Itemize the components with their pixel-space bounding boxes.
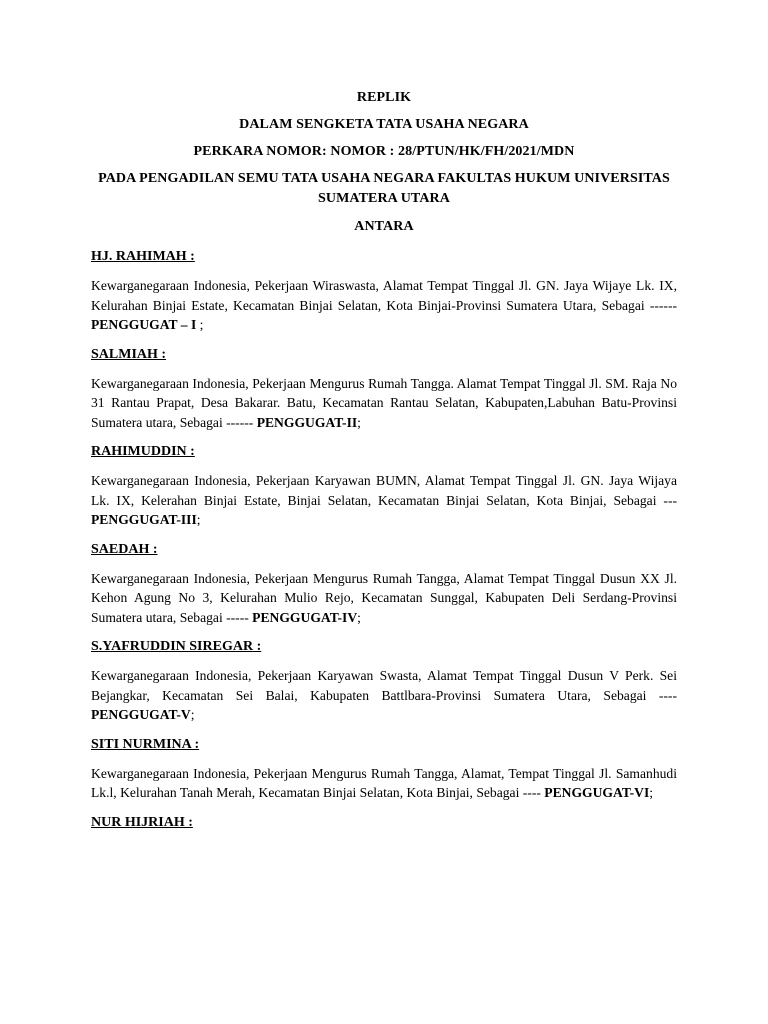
party-description xyxy=(91,276,677,335)
party-suffix: ; xyxy=(649,785,654,800)
party-suffix: ; xyxy=(196,512,201,527)
party-name xyxy=(91,345,677,365)
party-name xyxy=(91,540,677,560)
party-name xyxy=(91,442,677,462)
party-role: PENGGUGAT-V xyxy=(91,707,191,722)
party-role: PENGGUGAT-III xyxy=(91,512,197,527)
party-role: PENGGUGAT-VI xyxy=(544,785,650,800)
party-description-text: Kewarganegaraan Indonesia, Pekerjaan Mengurus Rumah Tangga, Alamat, Tempat Tinggal Jl. Samanhudi Lk.l, Kelurahan Tanah Merah, Kecamatan Binjai Selatan, Kota Binjai, Sebagai ---- xyxy=(91,765,677,800)
document-page xyxy=(91,88,677,842)
party-suffix: ; xyxy=(196,317,204,332)
document-title: REPLIK xyxy=(356,90,412,105)
party-description-text: Kewarganegaraan Indonesia, Pekerjaan Mengurus Rumah Tangga, Alamat Tempat Tinggal Dusun XX Jl. Kehon Agung No 3, Kelurahan Mulio Rejo, Kecamatan Sunggal, Kabupaten Deli Serdang-Provinsi Sumatera utara, Sebagai ----- xyxy=(91,570,677,625)
case-number: PERKARA NOMOR: NOMOR : 28/PTUN/HK/FH/2021/MDN xyxy=(193,144,575,159)
party-description xyxy=(91,569,677,628)
party-name xyxy=(91,247,677,267)
party-name-text: S.YAFRUDDIN SIREGAR : xyxy=(91,639,262,654)
party-name-text: HJ. RAHIMAH : xyxy=(91,249,195,264)
party-role: PENGGUGAT-II xyxy=(256,414,358,430)
court-name: PADA PENGADILAN SEMU TATA USAHA NEGARA FAKULTAS HUKUM UNIVERSITAS SUMATERA UTARA xyxy=(98,171,670,206)
party-suffix: ; xyxy=(190,707,195,722)
party-name-text: SAEDAH : xyxy=(91,541,158,557)
party-description-text: Kewarganegaraan Indonesia, Pekerjaan Wiraswasta, Alamat Tempat Tinggal Jl. GN. Jaya Wijaye Lk. IX, Kelurahan Binjai Estate, Kecamatan Binjai Selatan, Kota Binjai-Provinsi Sumatera Utara, Sebagai ------ xyxy=(91,278,677,313)
document-subtitle: DALAM SENGKETA TATA USAHA NEGARA xyxy=(239,117,529,132)
party-role: PENGGUGAT – I xyxy=(91,317,197,332)
between-label: ANTARA xyxy=(354,219,414,234)
party-name xyxy=(91,813,677,833)
party-name-text: RAHIMUDDIN : xyxy=(91,444,195,459)
party-name-text: SITI NURMINA : xyxy=(91,736,200,752)
party-suffix: ; xyxy=(357,414,361,430)
party-description-text: Kewarganegaraan Indonesia, Pekerjaan Karyawan Swasta, Alamat Tempat Tinggal Dusun V Perk. Sei Bejangkar, Kecamatan Sei Balai, Kabupaten Battlbara-Provinsi Sumatera Utara, Sebagai ---- xyxy=(91,668,677,703)
party-role: PENGGUGAT-IV xyxy=(252,609,358,625)
party-description-text: Kewarganegaraan Indonesia, Pekerjaan Karyawan BUMN, Alamat Tempat Tinggal Jl. GN. Jaya Wijaya Lk. IX, Kelerahan Binjai Estate, Binjai Selatan, Kecamatan Binjai Selatan, Kota Binjai, Sebagai --- xyxy=(91,473,677,508)
party-suffix: ; xyxy=(357,609,361,625)
party-name-text: SALMIAH : xyxy=(91,346,167,362)
party-name xyxy=(91,637,677,657)
party-description xyxy=(91,666,677,725)
party-name xyxy=(91,735,677,755)
party-description xyxy=(91,471,677,530)
party-name-text: NUR HIJRIAH : xyxy=(91,814,193,830)
party-description xyxy=(91,764,677,803)
party-description xyxy=(91,374,677,433)
party-description-text: Kewarganegaraan Indonesia, Pekerjaan Mengurus Rumah Tangga. Alamat Tempat Tinggal Jl. SM. Raja No 31 Rantau Prapat, Desa Bakarar. Batu, Kecamatan Rantau Selatan, Kabupaten,Labuhan Batu-Provinsi Sumatera utara, Sebagai ------ xyxy=(91,375,677,430)
